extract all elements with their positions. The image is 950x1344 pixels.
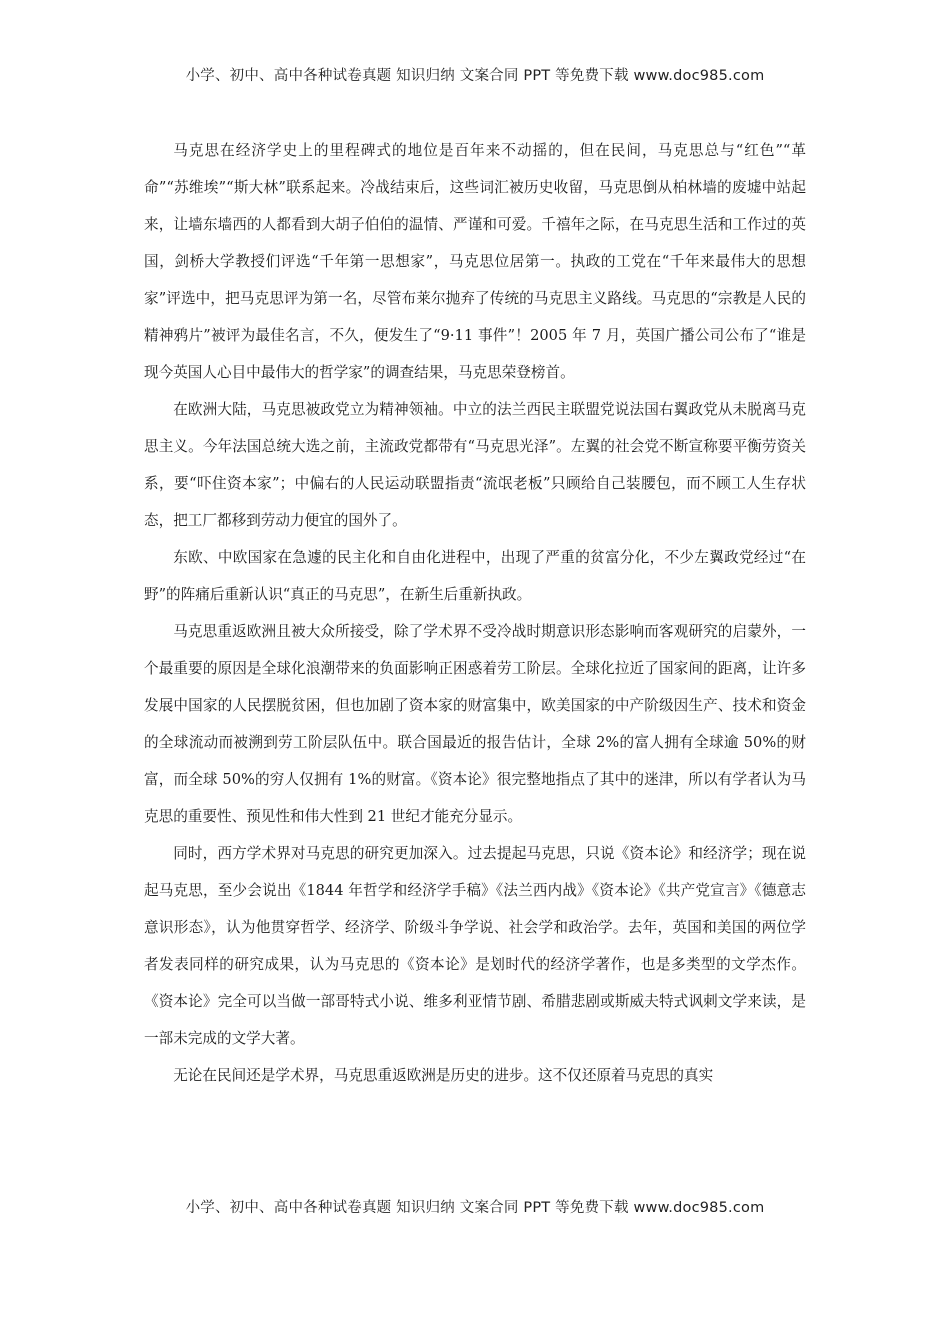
paragraph-3: 东欧、中欧国家在急遽的民主化和自由化进程中，出现了严重的贫富分化，不少左翼政党经过“在野”的阵痛后重新认识“真正的马克思”，在新生后重新执政。 [144, 549, 806, 603]
paragraph-1: 马克思在经济学史上的里程碑式的地位是百年来不动摇的，但在民间，马克思总与“红色”“革命”“苏维埃”“斯大林”联系起来。冷战结束后，这些词汇被历史收留，马克思倒从柏林墙的废墟中站起来，让墙东墙西的人都看到大胡子伯伯的温情、严谨和可爱。千禧年之际，在马克思生活和工作过的英国，剑桥大学教授们评选“千年第一思想家”，马克思位居第一。执政的工党在“千年来最伟大的思想家”评选中，把马克思评为第一名，尽管布莱尔抛弃了传统的马克思主义路线。马克思的“宗教是人民的精神鸦片”被评为最佳名言，不久，便发生了“9·11 事件”！2005 年 7 月，英国广播公司公布了“谁是现今英国人心目中最伟大的哲学家”的调查结果，马克思荣登榜首。 [144, 142, 806, 381]
paragraph-5: 同时，西方学术界对马克思的研究更加深入。过去提起马克思，只说《资本论》和经济学；现在说起马克思，至少会说出《1844 年哲学和经济学手稿》《法兰西内战》《资本论》《共产党宣言》《德意志意识形态》，认为他贯穿哲学、经济学、阶级斗争学说、社会学和政治学。去年，英国和美国的两位学者发表同样的研究成果，认为马克思的《资本论》是划时代的经济学著作，也是多类型的文学杰作。《资本论》完全可以当做一部哥特式小说、维多利亚情节剧、希腊悲剧或斯威夫特式讽刺文学来读，是一部未完成的文学大著。 [144, 845, 806, 1047]
paragraph-4: 马克思重返欧洲且被大众所接受，除了学术界不受冷战时期意识形态影响而客观研究的启蒙外，一个最重要的原因是全球化浪潮带来的负面影响正困惑着劳工阶层。全球化拉近了国家间的距离，让许多发展中国家的人民摆脱贫困，但也加剧了资本家的财富集中，欧美国家的中产阶级因生产、技术和资金的全球流动而被溯到劳工阶层队伍中。联合国最近的报告估计，全球 2%的富人拥有全球逾 50%的财富，而全球 50%的穷人仅拥有 1%的财富。《资本论》很完整地指点了其中的迷津，所以有学者认为马克思的重要性、预见性和伟大性到 21 世纪才能充分显示。 [144, 623, 806, 825]
paragraph-2: 在欧洲大陆，马克思被政党立为精神领袖。中立的法兰西民主联盟党说法国右翼政党从未脱离马克思主义。今年法国总统大选之前，主流政党都带有“马克思光泽”。左翼的社会党不断宣称要平衡劳资关系，要“吓住资本家”；中偏右的人民运动联盟指责“流氓老板”只顾给自己装腰包，而不顾工人生存状态，把工厂都移到劳动力便宜的国外了。 [144, 401, 806, 529]
article-body [144, 132, 806, 1094]
paragraph-6: 无论在民间还是学术界，马克思重返欧洲是历史的进步。这不仅还原着马克思的真实 [173, 1067, 714, 1084]
page-footer: 小学、初中、高中各种试卷真题 知识归纳 文案合同 PPT 等免费下载 www.doc985.com [185, 1200, 765, 1216]
page-header: 小学、初中、高中各种试卷真题 知识归纳 文案合同 PPT 等免费下载 www.doc985.com [185, 68, 765, 84]
